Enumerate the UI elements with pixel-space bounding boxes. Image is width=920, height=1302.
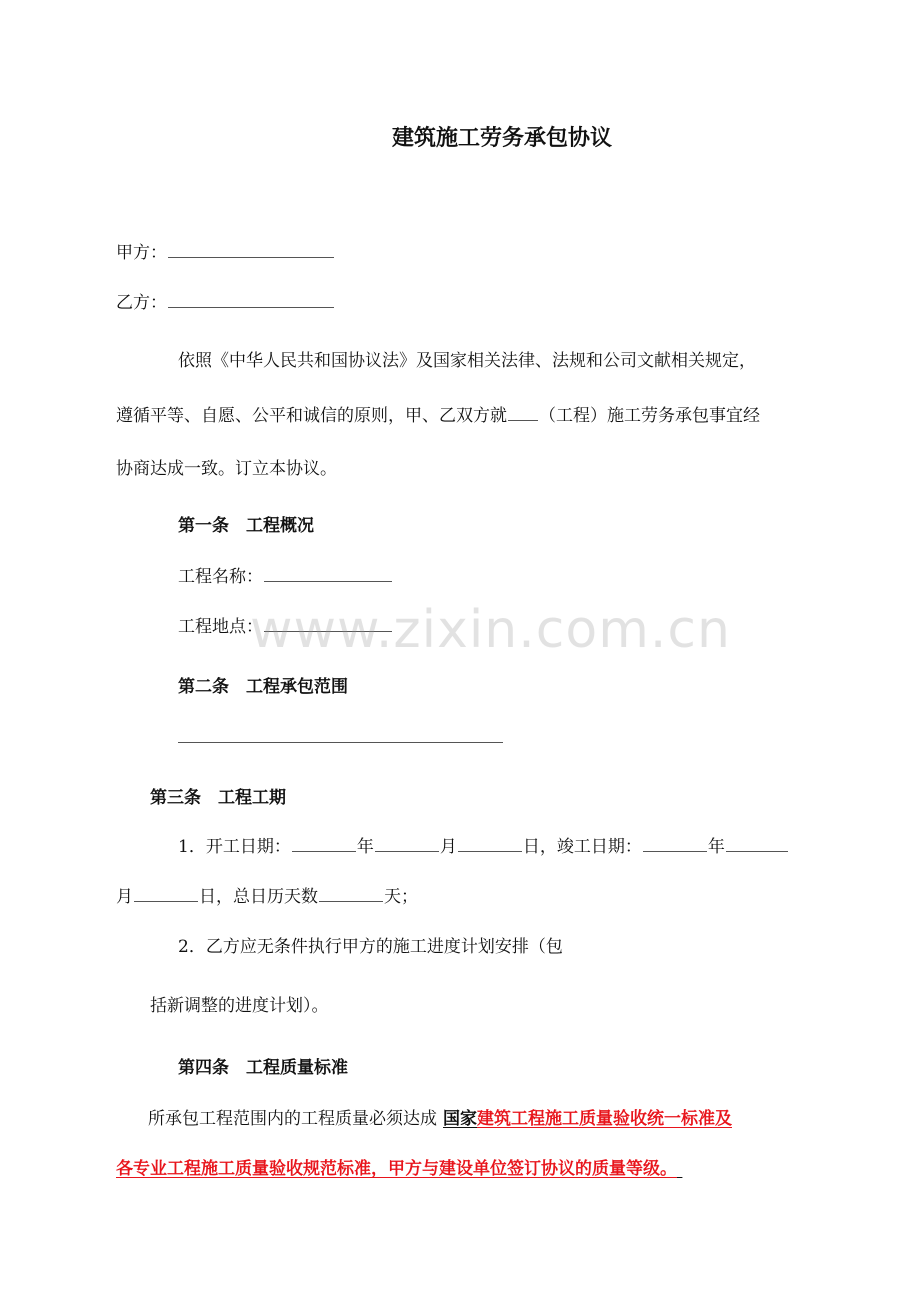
start-year-blank: [292, 837, 356, 852]
total-days-label: 日，总日历天数: [199, 887, 318, 907]
quality-line-1: [148, 1108, 732, 1130]
article-2-heading: 第二条 工程承包范围: [178, 677, 348, 697]
intro-line-1: 依照《中华人民共和国协议法》及国家相关法律、法规和公司文献相关规定，: [178, 351, 756, 371]
document-title: 建筑施工劳务承包协议: [392, 125, 613, 151]
quality-text-red-2: 各专业工程施工质量验收规范标准，甲方与建设单位签订协议的质量等级。: [116, 1159, 677, 1179]
project-name-blank: [264, 567, 392, 582]
project-site-label: 工程地点：: [178, 617, 263, 637]
unit-days: 天；: [384, 887, 418, 907]
quality-text-red-1: 建筑工程施工质量验收统一标准及: [477, 1109, 732, 1129]
project-name-line: [178, 566, 393, 588]
intro-line-2: [116, 405, 760, 427]
unit-month-2: 月: [116, 887, 133, 907]
start-day-blank: [458, 837, 522, 852]
project-name-label: 工程名称：: [178, 567, 263, 587]
start-month-blank: [375, 837, 439, 852]
end-year-blank: [643, 837, 707, 852]
schedule-line-2: [116, 886, 418, 908]
project-site-line: [178, 616, 393, 638]
start-date-label: 1．开工日期：: [178, 837, 291, 857]
party-b-label: 乙方：: [116, 293, 167, 313]
unit-month: 月: [439, 837, 457, 857]
party-a-line: [116, 242, 335, 264]
schedule-line-1: [178, 836, 789, 858]
quality-text-plain: 所承包工程范围内的工程质量必须达成: [148, 1109, 437, 1129]
party-a-label: 甲方：: [116, 243, 167, 263]
quality-trailing-blank: [677, 1158, 691, 1180]
party-a-blank: [168, 243, 334, 258]
end-month-blank-head: [726, 837, 788, 852]
unit-year-2: 年: [707, 837, 725, 857]
schedule-item-2-line-2: 括新调整的进度计划）。: [150, 996, 329, 1016]
article-4-heading: 第四条 工程质量标准: [178, 1058, 348, 1078]
party-b-line: [116, 292, 335, 314]
project-site-blank: [264, 617, 392, 632]
end-day-blank: [134, 887, 198, 902]
project-blank: [508, 406, 538, 421]
quality-text-national: 国家: [443, 1109, 477, 1129]
party-b-blank: [168, 293, 334, 308]
end-date-label: 日，竣工日期：: [522, 837, 642, 857]
total-days-blank: [319, 887, 383, 902]
watermark: www.zixin.com.cn: [250, 600, 731, 660]
quality-line-2: [116, 1158, 691, 1180]
unit-year: 年: [356, 837, 374, 857]
article-3-heading: 第三条 工程工期: [150, 788, 286, 808]
intro-line-3: 协商达成一致。订立本协议。: [116, 459, 337, 479]
schedule-item-2-line-1: 2．乙方应无条件执行甲方的施工进度计划安排（包: [178, 937, 563, 957]
intro-line-2-a: 遵循平等、自愿、公平和诚信的原则，甲、乙双方就: [116, 406, 507, 426]
scope-blank-line: [178, 742, 503, 743]
intro-line-2-b: （工程）施工劳务承包事宜经: [539, 406, 760, 426]
article-1-heading: 第一条 工程概况: [178, 516, 314, 536]
